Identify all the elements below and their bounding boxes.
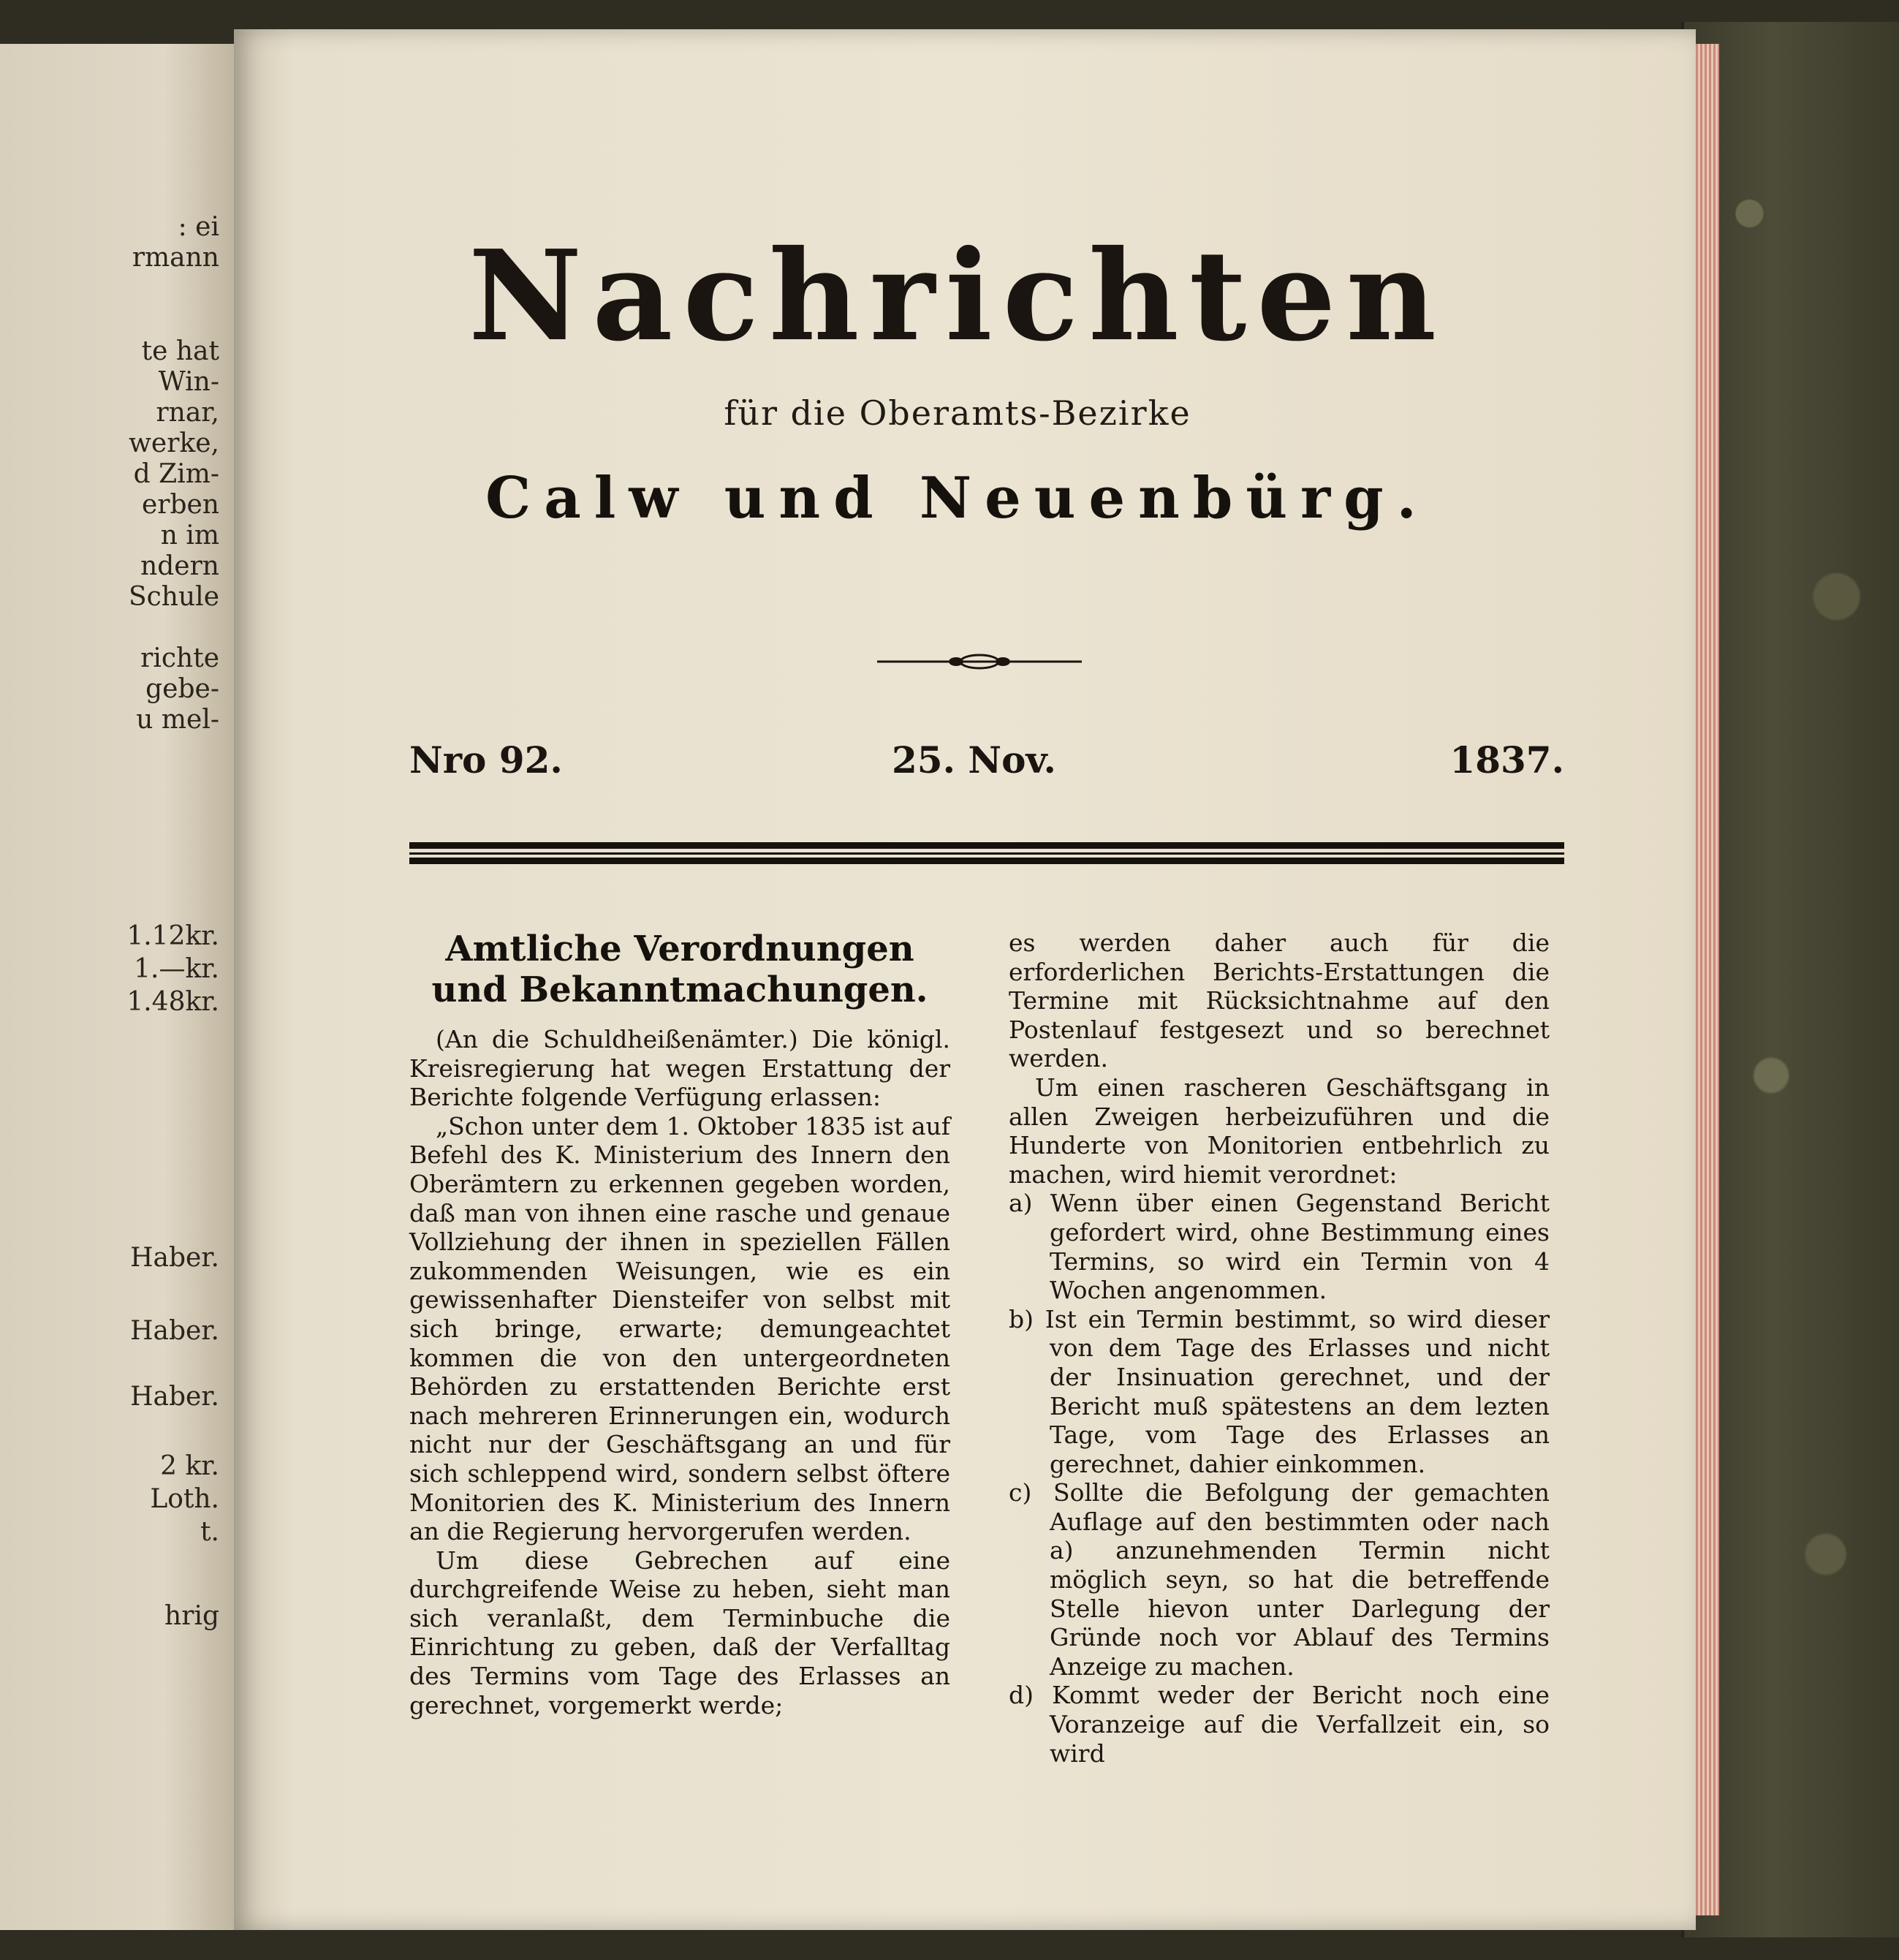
masthead <box>402 223 1513 531</box>
left-fragment: Haber. <box>130 1243 219 1273</box>
issue-date: 25. Nov. <box>892 738 1056 782</box>
article-column-left <box>409 928 950 1719</box>
article-column-right <box>1009 928 1550 1768</box>
issue-year: 1837. <box>1449 738 1564 782</box>
district-names: Calw und Neuenbürg. <box>485 465 1430 531</box>
ornament-divider <box>877 651 1082 673</box>
left-fragment: werke, <box>129 428 219 458</box>
article-paragraph: Um diese Gebrechen auf eine durchgreifende Weise zu heben, sieht man sich veranlaßt, dem Terminbuche die Einrichtung zu geben, daß der Verfalltag des Termins vom Tage des Erlasses an gerechnet, vorgemerkt werde; <box>409 1545 950 1719</box>
newspaper-page <box>234 29 1696 1930</box>
article-paragraph: es werden daher auch für die erforderlichen Berichts-Erstattungen die Termine mit Rücksichtnahme auf den Postenlauf festgesezt und so berechnet werden. <box>1009 928 1550 1073</box>
left-fragment: erben <box>141 490 219 520</box>
left-fragment: n im <box>160 521 219 550</box>
article-paragraph: „Schon unter dem 1. Oktober 1835 ist auf Befehl des K. Ministerium des Innern den Oberämtern zu erkennen gegeben worden, daß man von ihnen eine rasche und genaue Vollziehung der ihnen in speziellen Fällen zukommenden Weisungen, wie es ein gewissenhafter Diensteifer von selbst mit sich bringe, erwarte; demungeachtet kommen die von den untergeordneten Behörden zu erstattenden Berichte erst nach mehreren Erinnerungen ein, wodurch nicht nur der Geschäftsgang an und für sich schleppend wird, sondern selbst öftere Monitorien des K. Ministerium des Innern an die Regierung hervorgerufen werden. <box>409 1111 950 1546</box>
newspaper-title: Nachrichten <box>468 223 1447 369</box>
left-fragment: rnar, <box>156 398 219 428</box>
double-rule <box>409 841 1564 866</box>
issue-line <box>409 738 1564 790</box>
newspaper-subtitle: für die Oberamts-Bezirke <box>724 393 1191 433</box>
ordinance-item: b) Ist ein Termin bestimmt, so wird dieser von dem Tage des Erlasses und nicht der Insinuation gerechnet, und der Bericht muß spätestens an dem lezten Tage, vom Tage des Erlasses an gerechnet, dahier einkommen. <box>1009 1304 1550 1478</box>
ordinance-item: c) Sollte die Befolgung der gemachten Auflage auf den bestimmten oder nach a) anzunehmenden Termin nicht möglich seyn, so hat die betreffende Stelle hievon unter Darlegung der Gründe noch vor Ablauf des Termins Anzeige zu machen. <box>1009 1478 1550 1681</box>
left-fragment: 1.12kr. <box>126 921 219 951</box>
left-fragment: rmann <box>132 243 219 273</box>
left-fragment: ndern <box>140 551 219 581</box>
left-fragment: Win- <box>158 367 219 397</box>
left-fragment: 1.48kr. <box>126 987 219 1017</box>
left-fragment: richte <box>140 643 219 673</box>
left-fragment: : ei <box>178 212 219 242</box>
left-fragment: Loth. <box>150 1484 219 1514</box>
left-fragment: Haber. <box>130 1382 219 1412</box>
left-fragment: gebe- <box>145 674 219 704</box>
left-fragment: t. <box>200 1517 219 1547</box>
left-fragment: 1.—kr. <box>134 954 219 984</box>
ordinance-item: a) Wenn über einen Gegenstand Bericht gefordert wird, ohne Bestimmung eines Termins, so wird ein Termin von 4 Wochen angenommen. <box>1009 1189 1550 1305</box>
section-heading: Amtliche Verordnungen und Bekanntmachungen. <box>431 928 928 1010</box>
article-paragraph: (An die Schuldheißenämter.) Die königl. Kreisregierung hat wegen Erstattung der Berichte folgende Verfügung erlassen: <box>409 1025 950 1112</box>
left-fragment: te hat <box>141 336 219 366</box>
left-fragment: Haber. <box>130 1316 219 1346</box>
left-fragment: hrig <box>164 1601 219 1631</box>
left-fragment: d Zim- <box>133 459 219 489</box>
left-fragment: Schule <box>128 582 219 612</box>
left-page <box>0 44 234 1930</box>
left-fragment: 2 kr. <box>160 1451 219 1481</box>
article-paragraph: Um einen rascheren Geschäftsgang in allen Zweigen herbeizuführen und die Hunderte von Monitorien entbehrlich zu machen, wird hiemit verordnet: <box>1009 1072 1550 1189</box>
ordinance-item: d) Kommt weder der Bericht noch eine Voranzeige auf die Verfallzeit ein, so wird <box>1009 1681 1550 1768</box>
issue-number: Nro 92. <box>409 738 563 782</box>
left-fragment: u mel- <box>136 705 219 735</box>
